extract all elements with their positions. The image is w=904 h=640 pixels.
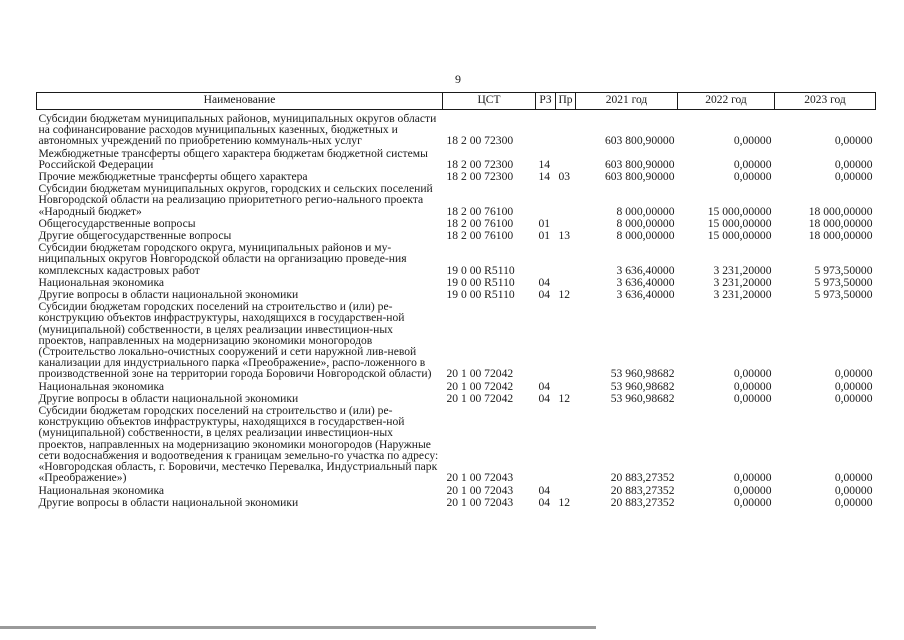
table-row — [37, 405, 876, 484]
row-name: Национальная экономика — [38, 379, 165, 393]
row-pr: 12 — [558, 391, 571, 405]
row-name: Другие общегосударственные вопросы — [38, 229, 232, 243]
row-2022: 0,00000 — [733, 471, 772, 485]
row-rz: 04 — [538, 483, 551, 497]
table-row — [37, 301, 876, 380]
row-cst: 19 0 00 R5110 — [446, 275, 515, 289]
row-2021: 20 883,27352 — [610, 483, 675, 497]
row-pr — [556, 242, 576, 277]
row-name: Субсидии бюджетам городского округа, муниципальных районов и му-ниципальных округов Новгородской области на организацию проведе-ния комплексных кадастровых работ — [38, 241, 407, 277]
row-name: Другие вопросы в области национальной экономики — [38, 288, 299, 302]
row-rz: 14 — [538, 170, 551, 184]
row-cst: 20 1 00 72043 — [446, 495, 514, 509]
row-cst: 20 1 00 72042 — [446, 367, 514, 381]
row-2021: 53 960,98682 — [610, 379, 675, 393]
row-2021: 3 636,40000 — [616, 288, 675, 302]
row-2021: 53 960,98682 — [610, 391, 675, 405]
row-cst: 20 1 00 72043 — [446, 471, 514, 485]
row-2021: 3 636,40000 — [616, 263, 675, 277]
header-rz: РЗ — [536, 93, 556, 110]
budget-table — [36, 92, 876, 509]
row-cst: 18 2 00 76100 — [446, 216, 514, 230]
row-2022: 3 231,20000 — [713, 288, 772, 302]
row-2022: 0,00000 — [733, 483, 772, 497]
row-cst: 20 1 00 72042 — [446, 391, 514, 405]
row-pr: 13 — [558, 229, 571, 243]
row-pr: 12 — [558, 288, 571, 302]
row-2023: 5 973,50000 — [814, 275, 873, 289]
row-2023: 18 000,00000 — [808, 204, 873, 218]
row-cst: 20 1 00 72042 — [446, 379, 514, 393]
row-pr: 03 — [558, 170, 571, 184]
row-pr — [556, 183, 576, 218]
header-pr: Пр — [556, 93, 576, 110]
row-name: Субсидии бюджетам городских поселений на строительство и (или) ре-конструкцию объектов инфраструктуры, находящихся в государствен-ной (муниципальной) собственности, в целях реализации инвестицион-ных проектов, направленных на модернизацию экономики моногородов (Наружные сети водоснабжения и водоотведения к границам земельно-го участка по адресу: «Новгородская область, г. Боровичи, местечко Перевалка, Индустриальный парк «Преображение») — [38, 404, 439, 485]
header-2022: 2022 год — [678, 93, 775, 110]
row-2021: 20 883,27352 — [610, 471, 675, 485]
row-2023: 0,00000 — [834, 170, 873, 184]
row-rz — [536, 242, 556, 277]
row-rz: 14 — [538, 157, 551, 171]
row-2023: 18 000,00000 — [808, 229, 873, 243]
row-2021: 53 960,98682 — [610, 367, 675, 381]
row-cst: 20 1 00 72043 — [446, 483, 514, 497]
row-rz — [536, 405, 556, 484]
row-2021: 8 000,00000 — [616, 204, 675, 218]
row-cst: 18 2 00 72300 — [446, 157, 514, 171]
row-cst: 18 2 00 72300 — [446, 170, 514, 184]
row-pr — [556, 301, 576, 380]
row-2023: 5 973,50000 — [814, 263, 873, 277]
row-2022: 0,00000 — [733, 157, 772, 171]
header-cst: ЦСТ — [443, 93, 536, 110]
row-name: Другие вопросы в области национальной экономики — [38, 391, 299, 405]
row-name: Субсидии бюджетам муниципальных районов, муниципальных округов области на софинансирование расходов муниципальных казенных, бюджетных и автономных учреждений по приобретению коммуналь-ных услуг — [38, 112, 437, 148]
row-2022: 15 000,00000 — [707, 229, 772, 243]
row-2023: 0,00000 — [834, 483, 873, 497]
header-name: Наименование — [37, 93, 443, 110]
row-2023: 0,00000 — [834, 157, 873, 171]
row-cst: 18 2 00 76100 — [446, 204, 514, 218]
row-cst: 18 2 00 76100 — [446, 229, 514, 243]
row-2021: 603 800,90000 — [604, 134, 675, 148]
table-row — [37, 110, 876, 148]
row-2021: 20 883,27352 — [610, 495, 675, 509]
row-rz: 04 — [538, 495, 551, 509]
row-2023: 5 973,50000 — [814, 288, 873, 302]
row-2022: 0,00000 — [733, 367, 772, 381]
row-rz — [536, 110, 556, 148]
row-pr — [556, 485, 576, 497]
row-2023: 0,00000 — [834, 379, 873, 393]
row-2023: 0,00000 — [834, 495, 873, 509]
row-2022: 0,00000 — [733, 391, 772, 405]
row-2022: 0,00000 — [733, 170, 772, 184]
page-number: 9 — [455, 72, 461, 86]
table-body — [37, 110, 876, 509]
table-row — [37, 242, 876, 277]
row-rz: 04 — [538, 391, 551, 405]
row-name: Межбюджетные трансферты общего характера бюджетам бюджетной системы Российской Федерации — [38, 146, 428, 171]
row-rz: 04 — [538, 288, 551, 302]
row-2023: 0,00000 — [834, 134, 873, 148]
table-row — [37, 497, 876, 509]
row-pr — [556, 148, 576, 171]
header-row — [37, 93, 876, 110]
row-name: Прочие межбюджетные трансферты общего характера — [38, 170, 308, 184]
table-header — [37, 93, 876, 110]
row-2022: 15 000,00000 — [707, 204, 772, 218]
row-name: Другие вопросы в области национальной экономики — [38, 495, 299, 509]
row-rz — [536, 183, 556, 218]
row-name: Субсидии бюджетам муниципальных округов, городских и сельских поселений Новгородской области на реализацию приоритетного регио-нального проекта «Народный бюджет» — [38, 182, 433, 218]
row-cst: 19 0 00 R5110 — [446, 263, 515, 277]
scan-edge-line — [0, 626, 596, 629]
row-2021: 8 000,00000 — [616, 229, 675, 243]
row-cst: 18 2 00 72300 — [446, 134, 514, 148]
table-row — [37, 485, 876, 497]
row-2021: 8 000,00000 — [616, 216, 675, 230]
row-2022: 3 231,20000 — [713, 275, 772, 289]
row-name: Национальная экономика — [38, 483, 165, 497]
row-2022: 3 231,20000 — [713, 263, 772, 277]
header-2023: 2023 год — [775, 93, 876, 110]
row-pr — [556, 110, 576, 148]
row-2022: 15 000,00000 — [707, 216, 772, 230]
row-2022: 0,00000 — [733, 134, 772, 148]
row-rz: 04 — [538, 275, 551, 289]
row-rz: 01 — [538, 229, 551, 243]
row-2021: 3 636,40000 — [616, 275, 675, 289]
row-pr — [556, 405, 576, 484]
row-name: Национальная экономика — [38, 275, 165, 289]
row-2023: 0,00000 — [834, 367, 873, 381]
row-rz: 04 — [538, 379, 551, 393]
row-pr: 12 — [558, 495, 571, 509]
row-2023: 0,00000 — [834, 471, 873, 485]
row-2021: 603 800,90000 — [604, 157, 675, 171]
row-name: Субсидии бюджетам городских поселений на строительство и (или) ре-конструкцию объектов инфраструктуры, находящихся в государствен-ной (муниципальной) собственности, в целях реализации инвестицион-ных проектов, направленных на модернизацию экономики моногородов (Строительство локально-очистных сооружений и сети наружной лив-невой канализации для индустриального парка «Преображение», распо-ложенного в производственной зоне на территории города Боровичи Новгородской области) — [38, 300, 432, 381]
row-cst: 19 0 00 R5110 — [446, 288, 515, 302]
table-row — [37, 183, 876, 218]
table-row — [37, 148, 876, 171]
row-name: Общегосударственные вопросы — [38, 216, 196, 230]
row-2021: 603 800,90000 — [604, 170, 675, 184]
header-2021: 2021 год — [576, 93, 678, 110]
row-rz: 01 — [538, 216, 551, 230]
row-2023: 18 000,00000 — [808, 216, 873, 230]
row-2022: 0,00000 — [733, 379, 772, 393]
row-2023: 0,00000 — [834, 391, 873, 405]
row-rz — [536, 301, 556, 380]
row-2022: 0,00000 — [733, 495, 772, 509]
